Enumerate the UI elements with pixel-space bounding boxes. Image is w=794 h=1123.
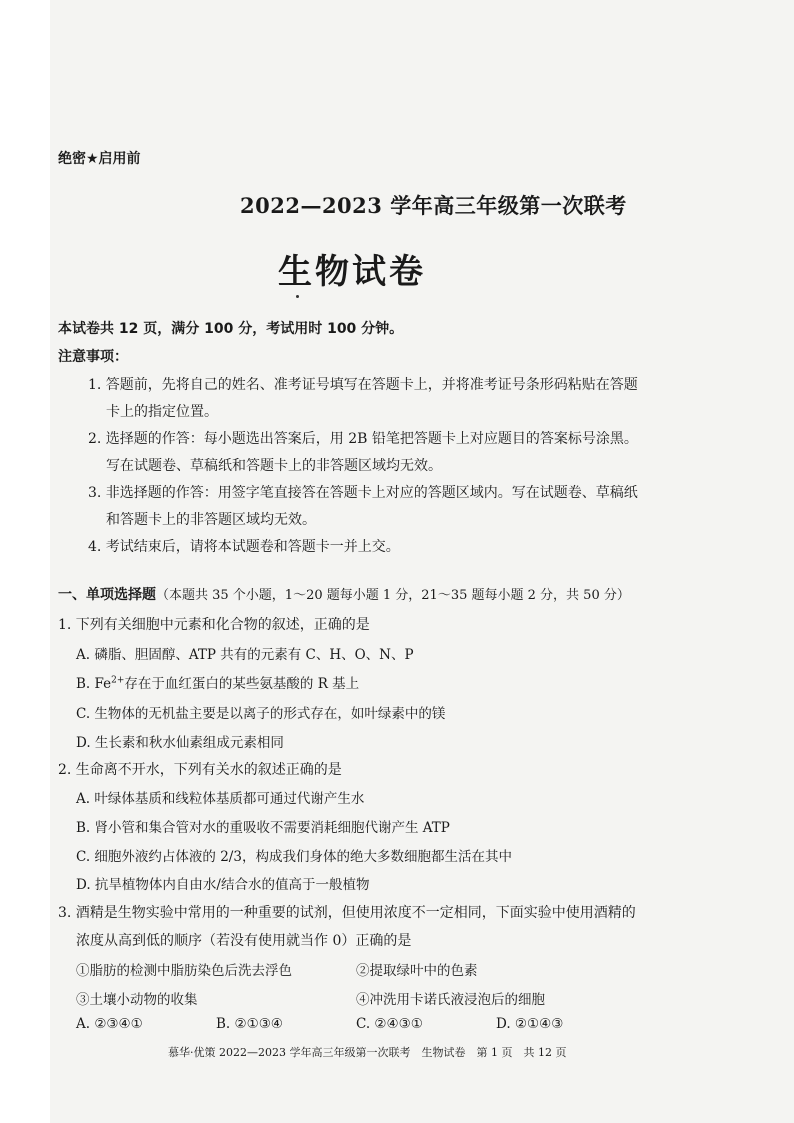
notice-line: 3. 非选择题的作答：用签字笔直接答在答题卡上对应的答题区域内。写在试题卷、草稿纸	[88, 485, 638, 501]
subject-title: 生物试卷	[278, 252, 426, 292]
notice-line: 写在试题卷、草稿纸和答题卡上的非答题区域均无效。	[106, 458, 442, 474]
exam-title: 2022—2023 学年高三年级第一次联考	[240, 193, 627, 218]
decorative-dot	[296, 295, 299, 298]
notice-title: 注意事项：	[58, 349, 128, 365]
option-a: A. 磷脂、胆固醇、ATP 共有的元素有 C、H、O、N、P	[76, 647, 414, 663]
question-item: ①脂肪的检测中脂肪染色后洗去浮色	[76, 963, 292, 979]
notice-line: 2. 选择题的作答：每小题选出答案后，用 2B 铅笔把答题卡上对应题目的答案标号涂黑。	[88, 431, 638, 447]
exam-paper	[50, 0, 794, 1123]
question-item: ③土壤小动物的收集	[76, 992, 198, 1008]
notice-line: 4. 考试结束后，请将本试题卷和答题卡一并上交。	[88, 539, 400, 555]
option-c: C. 细胞外液约占体液的 2/3，构成我们身体的绝大多数细胞都生活在其中	[76, 849, 512, 865]
confidential-label: 绝密★启用前	[58, 151, 141, 167]
question-stem: 3. 酒精是生物实验中常用的一种重要的试剂，但使用浓度不一定相同，下面实验中使用酒精的	[58, 905, 636, 921]
option-b	[76, 672, 359, 692]
option-b-text: 存在于血红蛋白的某些氨基酸的 R 基上	[124, 676, 360, 692]
question-stem-continued: 浓度从高到低的顺序（若没有使用就当作 0）正确的是	[76, 933, 412, 949]
section-title: 一、单项选择题	[58, 587, 156, 603]
option-c: C. 生物体的无机盐主要是以离子的形式存在，如叶绿素中的镁	[76, 706, 446, 722]
option-d: D. ②①④③	[496, 1016, 564, 1032]
exam-intro: 本试卷共 12 页，满分 100 分，考试用时 100 分钟。	[58, 321, 404, 337]
notice-line: 1. 答题前，先将自己的姓名、准考证号填写在答题卡上，并将准考证号条形码粘贴在答题	[88, 377, 638, 393]
question-stem: 1. 下列有关细胞中元素和化合物的叙述，正确的是	[58, 617, 370, 633]
page-footer: 慕华·优策 2022—2023 学年高三年级第一次联考 生物试卷 第 1 页 共 12 页	[168, 1046, 567, 1059]
notice-line: 和答题卡上的非答题区域均无效。	[106, 512, 316, 528]
option-d: D. 抗旱植物体内自由水/结合水的值高于一般植物	[76, 877, 370, 893]
option-c: C. ②④③①	[356, 1016, 423, 1032]
option-b-superscript: 2+	[111, 675, 125, 686]
question-stem: 2. 生命离不开水，下列有关水的叙述正确的是	[58, 762, 342, 778]
section-description: （本题共 35 个小题，1～20 题每小题 1 分，21～35 题每小题 2 分，共 50 分）	[156, 588, 630, 603]
section-heading	[58, 584, 630, 604]
option-b: B. ②①③④	[216, 1016, 283, 1032]
option-b: B. 肾小管和集合管对水的重吸收不需要消耗细胞代谢产生 ATP	[76, 820, 450, 836]
option-d: D. 生长素和秋水仙素组成元素相同	[76, 735, 284, 751]
option-b-prefix: B. Fe	[76, 676, 112, 692]
notice-line: 卡上的指定位置。	[106, 404, 218, 420]
question-item: ②提取绿叶中的色素	[356, 963, 478, 979]
question-item: ④冲洗用卡诺氏液浸泡后的细胞	[356, 992, 545, 1008]
option-a: A. 叶绿体基质和线粒体基质都可通过代谢产生水	[76, 791, 365, 807]
option-a: A. ②③④①	[76, 1016, 143, 1032]
